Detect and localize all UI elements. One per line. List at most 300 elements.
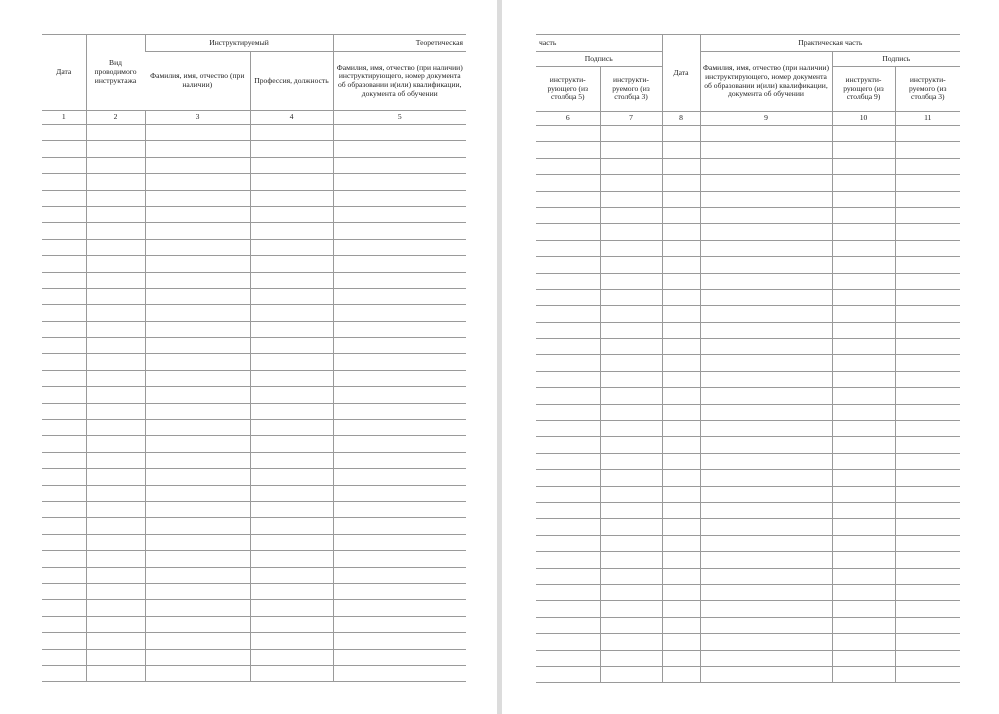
- table-cell[interactable]: [600, 568, 662, 584]
- table-cell[interactable]: [42, 420, 86, 436]
- table-cell[interactable]: [42, 534, 86, 550]
- table-cell[interactable]: [895, 470, 960, 486]
- table-cell[interactable]: [700, 191, 832, 207]
- table-cell[interactable]: [250, 305, 333, 321]
- table-cell[interactable]: [700, 273, 832, 289]
- table-cell[interactable]: [895, 371, 960, 387]
- table-cell[interactable]: [600, 502, 662, 518]
- table-cell[interactable]: [536, 158, 600, 174]
- table-cell[interactable]: [832, 519, 895, 535]
- table-cell[interactable]: [86, 567, 145, 583]
- table-cell[interactable]: [42, 141, 86, 157]
- table-cell[interactable]: [42, 616, 86, 632]
- table-cell[interactable]: [895, 355, 960, 371]
- table-cell[interactable]: [42, 501, 86, 517]
- table-cell[interactable]: [250, 288, 333, 304]
- table-cell[interactable]: [700, 486, 832, 502]
- table-cell[interactable]: [662, 388, 700, 404]
- table-cell[interactable]: [536, 306, 600, 322]
- table-cell[interactable]: [250, 583, 333, 599]
- table-cell[interactable]: [600, 421, 662, 437]
- table-cell[interactable]: [832, 142, 895, 158]
- table-cell[interactable]: [895, 437, 960, 453]
- table-cell[interactable]: [662, 666, 700, 682]
- table-cell[interactable]: [86, 354, 145, 370]
- table-cell[interactable]: [895, 273, 960, 289]
- table-cell[interactable]: [536, 273, 600, 289]
- table-cell[interactable]: [250, 633, 333, 649]
- table-cell[interactable]: [700, 519, 832, 535]
- table-cell[interactable]: [895, 322, 960, 338]
- table-cell[interactable]: [333, 370, 466, 386]
- table-cell[interactable]: [895, 175, 960, 191]
- table-cell[interactable]: [536, 388, 600, 404]
- table-cell[interactable]: [86, 321, 145, 337]
- table-cell[interactable]: [250, 157, 333, 173]
- table-cell[interactable]: [145, 665, 250, 681]
- table-cell[interactable]: [145, 534, 250, 550]
- table-cell[interactable]: [145, 600, 250, 616]
- table-cell[interactable]: [536, 453, 600, 469]
- table-cell[interactable]: [895, 568, 960, 584]
- table-cell[interactable]: [250, 420, 333, 436]
- table-cell[interactable]: [832, 650, 895, 666]
- table-cell[interactable]: [250, 338, 333, 354]
- table-cell[interactable]: [250, 321, 333, 337]
- table-cell[interactable]: [600, 388, 662, 404]
- table-cell[interactable]: [42, 387, 86, 403]
- table-cell[interactable]: [145, 174, 250, 190]
- table-cell[interactable]: [536, 584, 600, 600]
- table-cell[interactable]: [250, 190, 333, 206]
- table-cell[interactable]: [832, 617, 895, 633]
- table-cell[interactable]: [333, 157, 466, 173]
- table-cell[interactable]: [832, 634, 895, 650]
- table-cell[interactable]: [42, 223, 86, 239]
- table-cell[interactable]: [700, 650, 832, 666]
- table-cell[interactable]: [700, 224, 832, 240]
- table-cell[interactable]: [600, 175, 662, 191]
- table-cell[interactable]: [145, 469, 250, 485]
- table-cell[interactable]: [662, 158, 700, 174]
- table-cell[interactable]: [600, 584, 662, 600]
- table-cell[interactable]: [86, 288, 145, 304]
- table-cell[interactable]: [536, 142, 600, 158]
- table-cell[interactable]: [536, 355, 600, 371]
- table-cell[interactable]: [895, 634, 960, 650]
- table-cell[interactable]: [42, 125, 86, 141]
- table-cell[interactable]: [42, 452, 86, 468]
- table-cell[interactable]: [42, 305, 86, 321]
- table-cell[interactable]: [700, 453, 832, 469]
- table-cell[interactable]: [662, 191, 700, 207]
- table-cell[interactable]: [536, 568, 600, 584]
- table-cell[interactable]: [536, 224, 600, 240]
- table-cell[interactable]: [832, 289, 895, 305]
- table-cell[interactable]: [662, 584, 700, 600]
- table-cell[interactable]: [42, 256, 86, 272]
- table-cell[interactable]: [895, 306, 960, 322]
- table-cell[interactable]: [662, 142, 700, 158]
- table-cell[interactable]: [86, 206, 145, 222]
- table-cell[interactable]: [700, 289, 832, 305]
- table-cell[interactable]: [600, 617, 662, 633]
- table-cell[interactable]: [895, 404, 960, 420]
- table-cell[interactable]: [42, 174, 86, 190]
- table-cell[interactable]: [145, 354, 250, 370]
- table-cell[interactable]: [333, 452, 466, 468]
- table-cell[interactable]: [333, 190, 466, 206]
- table-cell[interactable]: [536, 191, 600, 207]
- table-cell[interactable]: [895, 240, 960, 256]
- table-cell[interactable]: [600, 486, 662, 502]
- table-cell[interactable]: [600, 470, 662, 486]
- table-cell[interactable]: [700, 617, 832, 633]
- table-cell[interactable]: [42, 272, 86, 288]
- table-cell[interactable]: [600, 535, 662, 551]
- table-cell[interactable]: [250, 239, 333, 255]
- table-cell[interactable]: [333, 649, 466, 665]
- table-cell[interactable]: [86, 633, 145, 649]
- table-cell[interactable]: [536, 207, 600, 223]
- table-cell[interactable]: [662, 421, 700, 437]
- table-cell[interactable]: [145, 338, 250, 354]
- table-cell[interactable]: [600, 224, 662, 240]
- table-cell[interactable]: [145, 583, 250, 599]
- table-cell[interactable]: [700, 437, 832, 453]
- table-cell[interactable]: [333, 600, 466, 616]
- table-cell[interactable]: [536, 470, 600, 486]
- table-cell[interactable]: [333, 633, 466, 649]
- table-cell[interactable]: [86, 223, 145, 239]
- table-cell[interactable]: [832, 470, 895, 486]
- table-cell[interactable]: [662, 552, 700, 568]
- table-cell[interactable]: [145, 288, 250, 304]
- table-cell[interactable]: [662, 207, 700, 223]
- table-cell[interactable]: [145, 436, 250, 452]
- table-cell[interactable]: [250, 501, 333, 517]
- table-cell[interactable]: [86, 436, 145, 452]
- table-cell[interactable]: [333, 174, 466, 190]
- table-cell[interactable]: [600, 355, 662, 371]
- table-cell[interactable]: [895, 535, 960, 551]
- table-cell[interactable]: [600, 404, 662, 420]
- table-cell[interactable]: [333, 665, 466, 681]
- table-cell[interactable]: [895, 453, 960, 469]
- table-cell[interactable]: [145, 551, 250, 567]
- table-cell[interactable]: [86, 452, 145, 468]
- table-cell[interactable]: [145, 223, 250, 239]
- table-cell[interactable]: [832, 158, 895, 174]
- table-cell[interactable]: [700, 421, 832, 437]
- table-cell[interactable]: [832, 437, 895, 453]
- table-cell[interactable]: [662, 240, 700, 256]
- table-cell[interactable]: [895, 191, 960, 207]
- table-cell[interactable]: [662, 617, 700, 633]
- table-cell[interactable]: [600, 207, 662, 223]
- table-cell[interactable]: [895, 289, 960, 305]
- table-cell[interactable]: [832, 257, 895, 273]
- table-cell[interactable]: [42, 190, 86, 206]
- table-cell[interactable]: [832, 191, 895, 207]
- table-cell[interactable]: [86, 272, 145, 288]
- table-cell[interactable]: [86, 518, 145, 534]
- table-cell[interactable]: [333, 321, 466, 337]
- table-cell[interactable]: [333, 518, 466, 534]
- table-cell[interactable]: [536, 289, 600, 305]
- table-cell[interactable]: [86, 469, 145, 485]
- table-cell[interactable]: [86, 141, 145, 157]
- table-cell[interactable]: [42, 288, 86, 304]
- table-cell[interactable]: [832, 126, 895, 142]
- table-cell[interactable]: [600, 257, 662, 273]
- table-cell[interactable]: [536, 437, 600, 453]
- table-cell[interactable]: [600, 552, 662, 568]
- table-cell[interactable]: [600, 666, 662, 682]
- table-cell[interactable]: [895, 158, 960, 174]
- table-cell[interactable]: [86, 616, 145, 632]
- table-cell[interactable]: [86, 239, 145, 255]
- table-cell[interactable]: [145, 518, 250, 534]
- table-cell[interactable]: [832, 486, 895, 502]
- table-cell[interactable]: [700, 240, 832, 256]
- table-cell[interactable]: [895, 207, 960, 223]
- table-cell[interactable]: [145, 420, 250, 436]
- table-cell[interactable]: [86, 174, 145, 190]
- table-cell[interactable]: [145, 125, 250, 141]
- table-cell[interactable]: [42, 665, 86, 681]
- table-cell[interactable]: [895, 388, 960, 404]
- table-cell[interactable]: [662, 339, 700, 355]
- table-cell[interactable]: [832, 535, 895, 551]
- table-cell[interactable]: [250, 665, 333, 681]
- table-cell[interactable]: [700, 306, 832, 322]
- table-cell[interactable]: [700, 322, 832, 338]
- table-cell[interactable]: [145, 239, 250, 255]
- table-cell[interactable]: [42, 633, 86, 649]
- table-cell[interactable]: [536, 240, 600, 256]
- table-cell[interactable]: [86, 649, 145, 665]
- table-cell[interactable]: [700, 470, 832, 486]
- table-cell[interactable]: [42, 583, 86, 599]
- table-cell[interactable]: [86, 338, 145, 354]
- table-cell[interactable]: [832, 355, 895, 371]
- table-cell[interactable]: [600, 240, 662, 256]
- table-cell[interactable]: [42, 518, 86, 534]
- table-cell[interactable]: [536, 404, 600, 420]
- table-cell[interactable]: [42, 551, 86, 567]
- table-cell[interactable]: [700, 388, 832, 404]
- table-cell[interactable]: [250, 387, 333, 403]
- table-cell[interactable]: [536, 339, 600, 355]
- table-cell[interactable]: [536, 601, 600, 617]
- table-cell[interactable]: [662, 601, 700, 617]
- table-cell[interactable]: [700, 257, 832, 273]
- table-cell[interactable]: [145, 272, 250, 288]
- table-cell[interactable]: [600, 273, 662, 289]
- table-cell[interactable]: [145, 387, 250, 403]
- table-cell[interactable]: [333, 551, 466, 567]
- table-cell[interactable]: [700, 634, 832, 650]
- table-cell[interactable]: [145, 452, 250, 468]
- table-cell[interactable]: [832, 371, 895, 387]
- table-cell[interactable]: [250, 403, 333, 419]
- table-cell[interactable]: [333, 567, 466, 583]
- table-cell[interactable]: [832, 584, 895, 600]
- table-cell[interactable]: [895, 224, 960, 240]
- table-cell[interactable]: [895, 339, 960, 355]
- table-cell[interactable]: [536, 257, 600, 273]
- table-cell[interactable]: [250, 125, 333, 141]
- table-cell[interactable]: [250, 649, 333, 665]
- table-cell[interactable]: [536, 421, 600, 437]
- table-cell[interactable]: [895, 519, 960, 535]
- table-cell[interactable]: [832, 666, 895, 682]
- table-cell[interactable]: [42, 469, 86, 485]
- table-cell[interactable]: [700, 158, 832, 174]
- table-cell[interactable]: [662, 634, 700, 650]
- table-cell[interactable]: [832, 388, 895, 404]
- table-cell[interactable]: [895, 650, 960, 666]
- table-cell[interactable]: [536, 175, 600, 191]
- table-cell[interactable]: [333, 206, 466, 222]
- table-cell[interactable]: [536, 666, 600, 682]
- table-cell[interactable]: [250, 469, 333, 485]
- table-cell[interactable]: [86, 157, 145, 173]
- table-cell[interactable]: [700, 404, 832, 420]
- table-cell[interactable]: [86, 370, 145, 386]
- table-cell[interactable]: [333, 125, 466, 141]
- table-cell[interactable]: [895, 257, 960, 273]
- table-cell[interactable]: [700, 339, 832, 355]
- table-cell[interactable]: [832, 322, 895, 338]
- table-cell[interactable]: [333, 485, 466, 501]
- table-cell[interactable]: [86, 387, 145, 403]
- table-cell[interactable]: [662, 322, 700, 338]
- table-cell[interactable]: [145, 370, 250, 386]
- table-cell[interactable]: [600, 126, 662, 142]
- table-cell[interactable]: [700, 584, 832, 600]
- table-cell[interactable]: [250, 616, 333, 632]
- table-cell[interactable]: [86, 551, 145, 567]
- table-cell[interactable]: [86, 600, 145, 616]
- table-cell[interactable]: [600, 650, 662, 666]
- table-cell[interactable]: [42, 338, 86, 354]
- table-cell[interactable]: [536, 486, 600, 502]
- table-cell[interactable]: [700, 535, 832, 551]
- table-cell[interactable]: [600, 142, 662, 158]
- table-cell[interactable]: [145, 633, 250, 649]
- table-cell[interactable]: [700, 552, 832, 568]
- table-cell[interactable]: [662, 535, 700, 551]
- table-cell[interactable]: [42, 600, 86, 616]
- table-cell[interactable]: [662, 519, 700, 535]
- table-cell[interactable]: [333, 223, 466, 239]
- table-cell[interactable]: [145, 567, 250, 583]
- table-cell[interactable]: [662, 568, 700, 584]
- table-cell[interactable]: [662, 371, 700, 387]
- table-cell[interactable]: [600, 339, 662, 355]
- table-cell[interactable]: [145, 305, 250, 321]
- table-cell[interactable]: [600, 371, 662, 387]
- table-cell[interactable]: [832, 552, 895, 568]
- table-cell[interactable]: [145, 649, 250, 665]
- table-cell[interactable]: [42, 206, 86, 222]
- table-cell[interactable]: [86, 665, 145, 681]
- table-cell[interactable]: [832, 273, 895, 289]
- table-cell[interactable]: [333, 501, 466, 517]
- table-cell[interactable]: [600, 289, 662, 305]
- table-cell[interactable]: [662, 502, 700, 518]
- table-cell[interactable]: [832, 404, 895, 420]
- table-cell[interactable]: [86, 420, 145, 436]
- table-cell[interactable]: [662, 126, 700, 142]
- table-cell[interactable]: [536, 371, 600, 387]
- table-cell[interactable]: [895, 552, 960, 568]
- table-cell[interactable]: [250, 256, 333, 272]
- table-cell[interactable]: [42, 321, 86, 337]
- table-cell[interactable]: [250, 174, 333, 190]
- table-cell[interactable]: [700, 126, 832, 142]
- table-cell[interactable]: [86, 125, 145, 141]
- table-cell[interactable]: [895, 617, 960, 633]
- table-cell[interactable]: [600, 306, 662, 322]
- table-cell[interactable]: [895, 126, 960, 142]
- table-cell[interactable]: [895, 486, 960, 502]
- table-cell[interactable]: [145, 256, 250, 272]
- table-cell[interactable]: [145, 485, 250, 501]
- table-cell[interactable]: [250, 452, 333, 468]
- table-cell[interactable]: [700, 666, 832, 682]
- table-cell[interactable]: [86, 501, 145, 517]
- table-cell[interactable]: [536, 519, 600, 535]
- table-cell[interactable]: [600, 519, 662, 535]
- table-cell[interactable]: [662, 470, 700, 486]
- table-cell[interactable]: [250, 485, 333, 501]
- table-cell[interactable]: [895, 421, 960, 437]
- table-cell[interactable]: [145, 157, 250, 173]
- table-cell[interactable]: [600, 453, 662, 469]
- table-cell[interactable]: [536, 552, 600, 568]
- table-cell[interactable]: [145, 403, 250, 419]
- table-cell[interactable]: [250, 551, 333, 567]
- table-cell[interactable]: [600, 322, 662, 338]
- table-cell[interactable]: [700, 142, 832, 158]
- table-cell[interactable]: [700, 175, 832, 191]
- table-cell[interactable]: [832, 339, 895, 355]
- table-cell[interactable]: [662, 453, 700, 469]
- table-cell[interactable]: [895, 601, 960, 617]
- table-cell[interactable]: [86, 403, 145, 419]
- table-cell[interactable]: [662, 257, 700, 273]
- table-cell[interactable]: [536, 650, 600, 666]
- table-cell[interactable]: [145, 501, 250, 517]
- table-cell[interactable]: [700, 601, 832, 617]
- table-cell[interactable]: [662, 175, 700, 191]
- table-cell[interactable]: [832, 224, 895, 240]
- table-cell[interactable]: [333, 272, 466, 288]
- table-cell[interactable]: [662, 486, 700, 502]
- table-cell[interactable]: [333, 469, 466, 485]
- table-cell[interactable]: [832, 453, 895, 469]
- table-cell[interactable]: [145, 141, 250, 157]
- table-cell[interactable]: [42, 157, 86, 173]
- table-cell[interactable]: [333, 239, 466, 255]
- table-cell[interactable]: [662, 273, 700, 289]
- table-cell[interactable]: [536, 535, 600, 551]
- table-cell[interactable]: [700, 355, 832, 371]
- table-cell[interactable]: [333, 403, 466, 419]
